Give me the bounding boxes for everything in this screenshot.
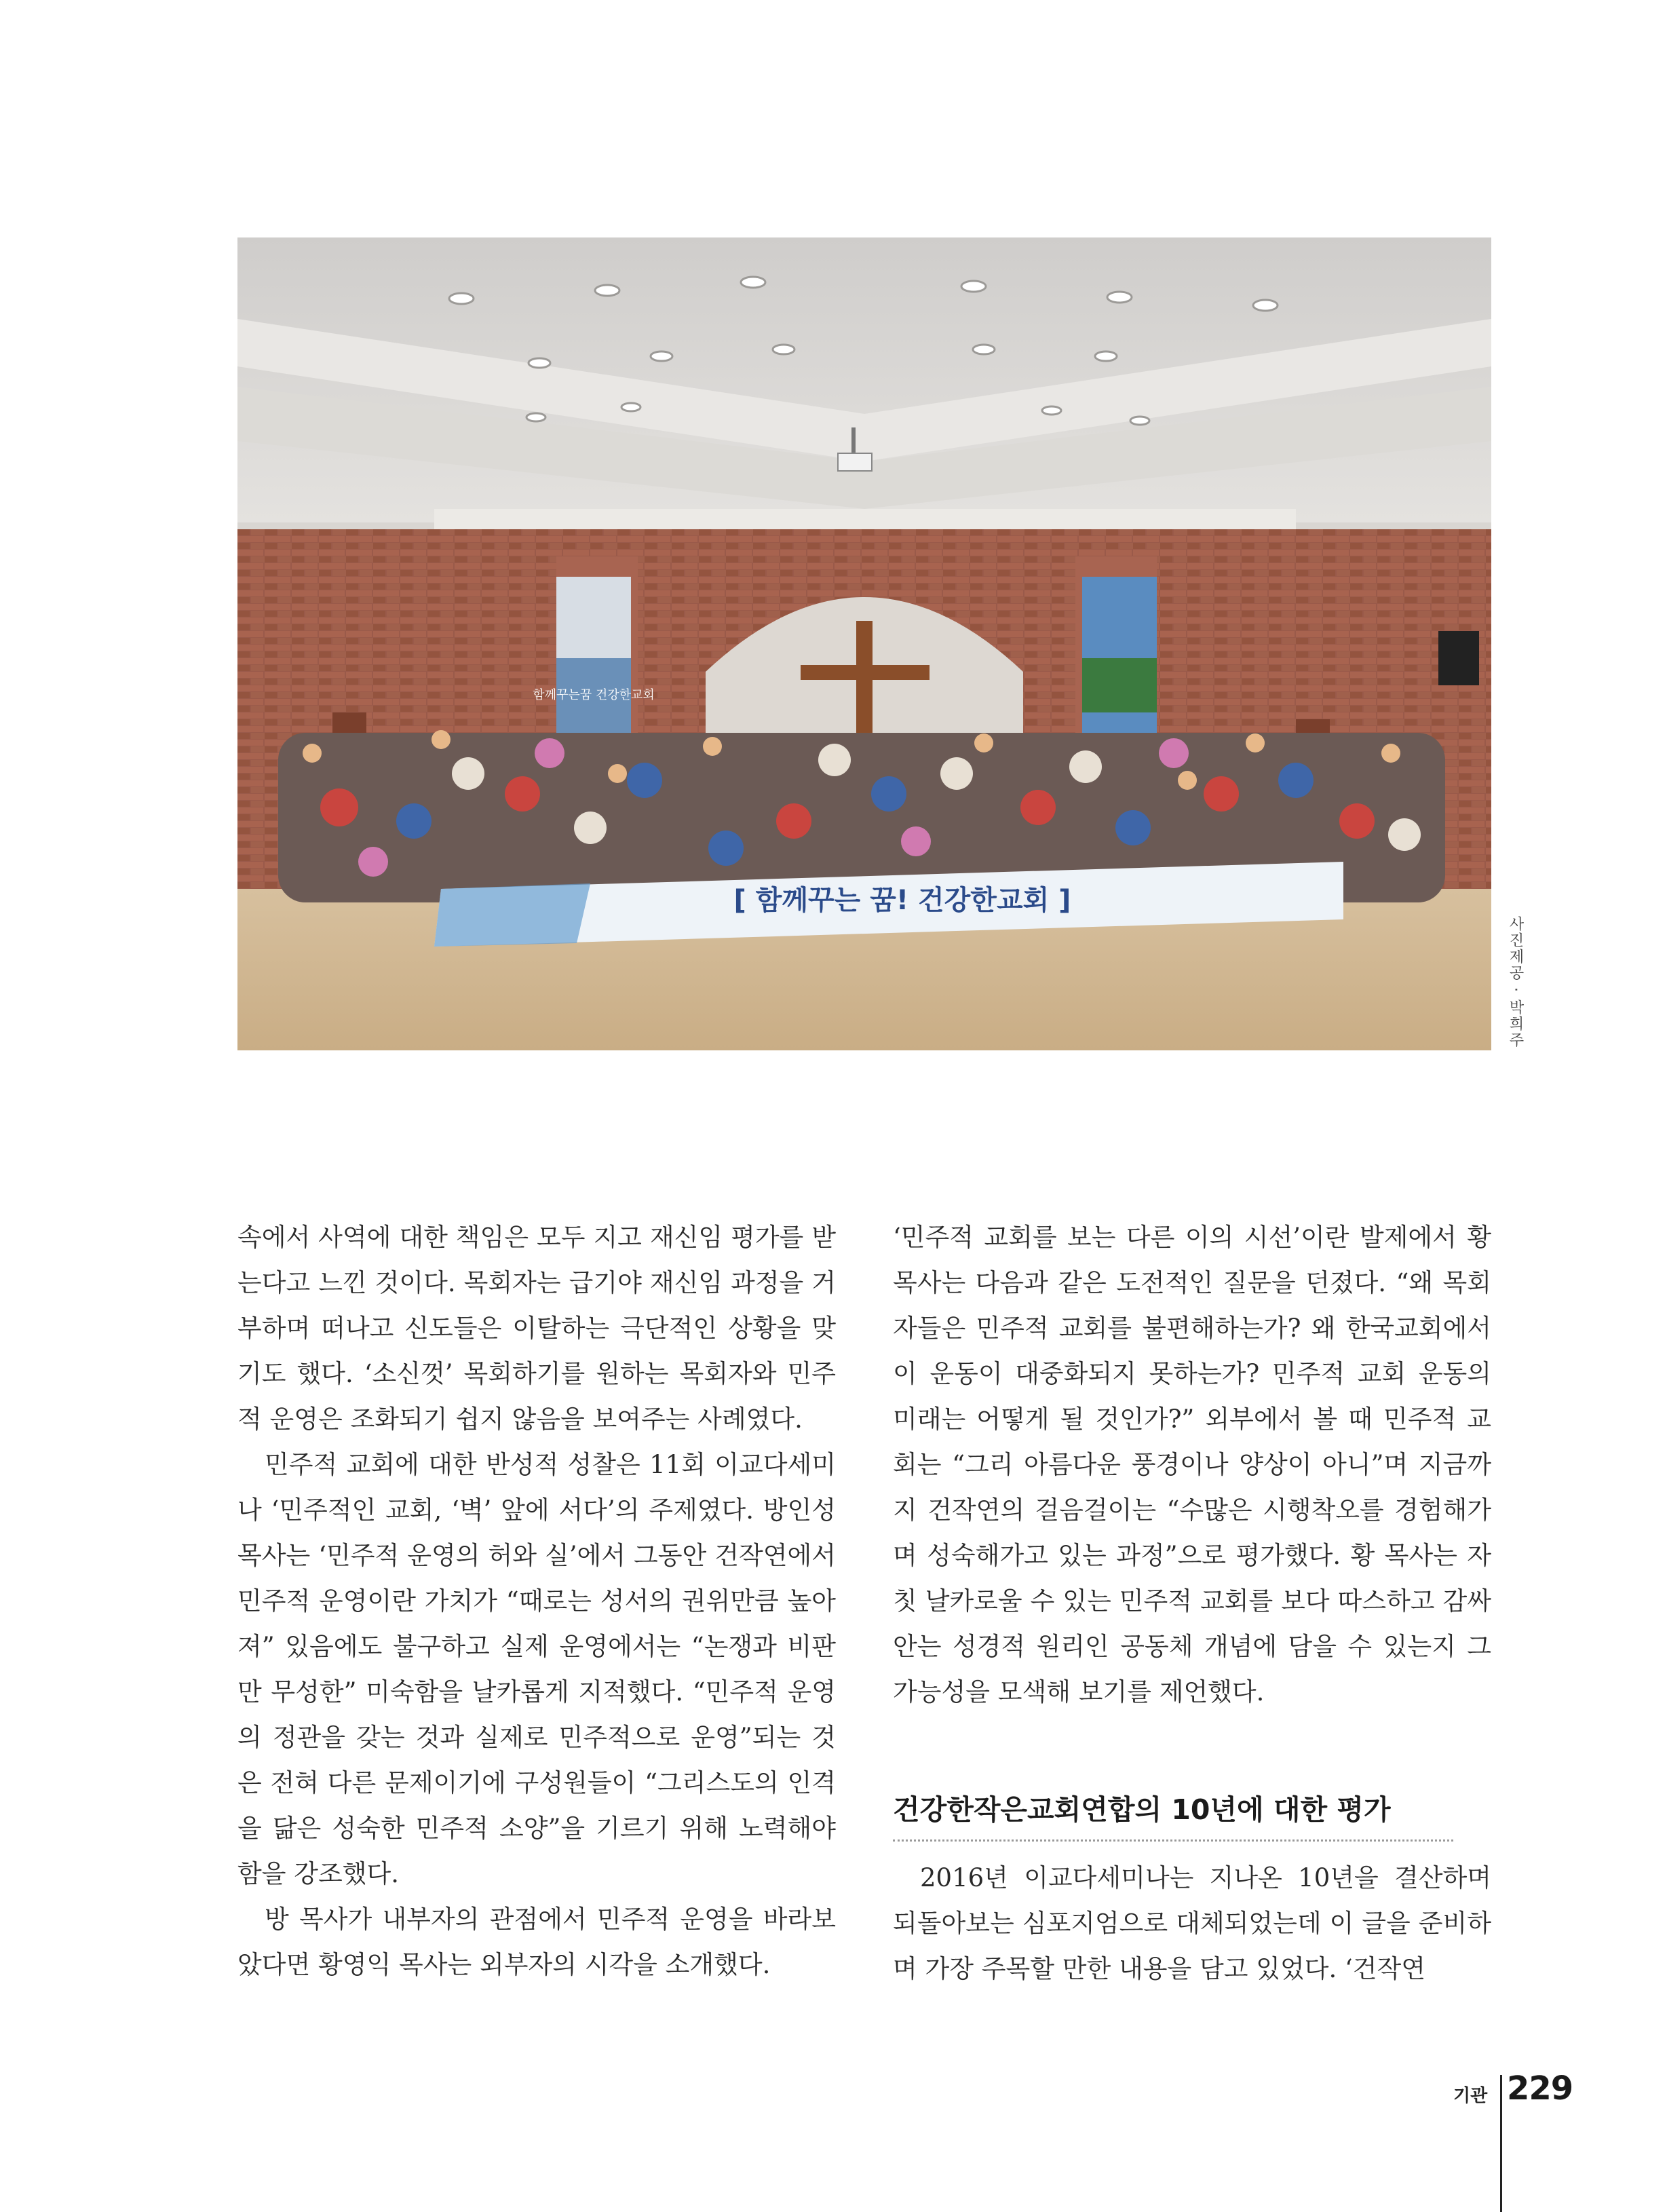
left-paragraph-3: 방 목사가 내부자의 관점에서 민주적 운영을 바라보았다면 황영익 목사는 외부자의 시각을 소개했다. [237,1905,836,1979]
photo-credit: 사진제공 · 박희주 [1507,916,1524,1048]
church-group-photo [237,237,1491,1050]
left-column [237,1215,836,1987]
left-paragraph-2: 민주적 교회에 대한 반성적 성찰은 11회 이교다세미나 ‘민주적인 교회, ‘벽’ 앞에 서다’의 주제였다. 방인성 목사는 ‘민주적 운영의 허와 실’에서 그동안 건작연에서 민주적 운영이란 가치가 “때로는 성서의 권위만큼 높아져” 있음에도 불구하고 실제 운영에서는 “논쟁과 비판만 무성한” 미숙함을 날카롭게 지적했다. “민주적 운영의 정관을 갖는 것과 실제로 민주적으로 운영”되는 것은 전혀 다른 문제이기에 구성원들이 “그리스도의 인격을 닮은 성숙한 민주적 소양”을 기르기 위해 노력해야 함을 강조했다. [237,1450,836,1888]
right-paragraph-2: 2016년 이교다세미나는 지나온 10년을 결산하며 되돌아보는 심포지엄으로 대체되었는데 이 글을 준비하며 가장 주목할 만한 내용을 담고 있었다. ‘건작연 [893,1863,1491,1983]
floor-banner-text: [ 함께꾸는 꿈! 건강한교회 ] [733,885,1071,916]
left-paragraph-1: 속에서 사역에 대한 책임은 모두 지고 재신임 평가를 받는다고 느낀 것이다. 목회자는 급기야 재신임 과정을 거부하며 떠나고 신도들은 이탈하는 극단적인 상황을 맞기도 했다. ‘소신껏’ 목회하기를 원하는 목회자와 민주적 운영은 조화되기 쉽지 않음을 보여주는 사례였다. [237,1223,836,1434]
heading-divider [893,1839,1453,1842]
right-paragraph-1: ‘민주적 교회를 보는 다른 이의 시선’이란 발제에서 황 목사는 다음과 같은 도전적인 질문을 던졌다. “왜 목회자들은 민주적 교회를 불편해하는가? 왜 한국교회에서 이 운동이 대중화되지 못하는가? 민주적 교회 운동의 미래는 어떻게 될 것인가?” 외부에서 볼 때 민주적 교회는 “그리 아름다운 풍경이나 양상이 아니”며 지금까지 건작연의 걸음걸이는 “수많은 시행착오를 경험해가며 성숙해가고 있는 과정”으로 평가했다. 황 목사는 자칫 날카로울 수 있는 민주적 교회를 보다 따스하고 감싸안는 성경적 원리인 공동체 개념에 담을 수 있는지 그 가능성을 모색해 보기를 제언했다. [893,1223,1491,1706]
section-label: 기관 [1453,2086,1488,2106]
footer-divider [1500,2075,1502,2212]
banner-left-text: 함께꾸는꿈 건강한교회 [533,688,655,702]
page-number: 229 [1507,2070,1573,2108]
section-heading: 건강한작은교회연합의 10년에 대한 평가 [893,1793,1391,1826]
right-column [893,1215,1491,1991]
